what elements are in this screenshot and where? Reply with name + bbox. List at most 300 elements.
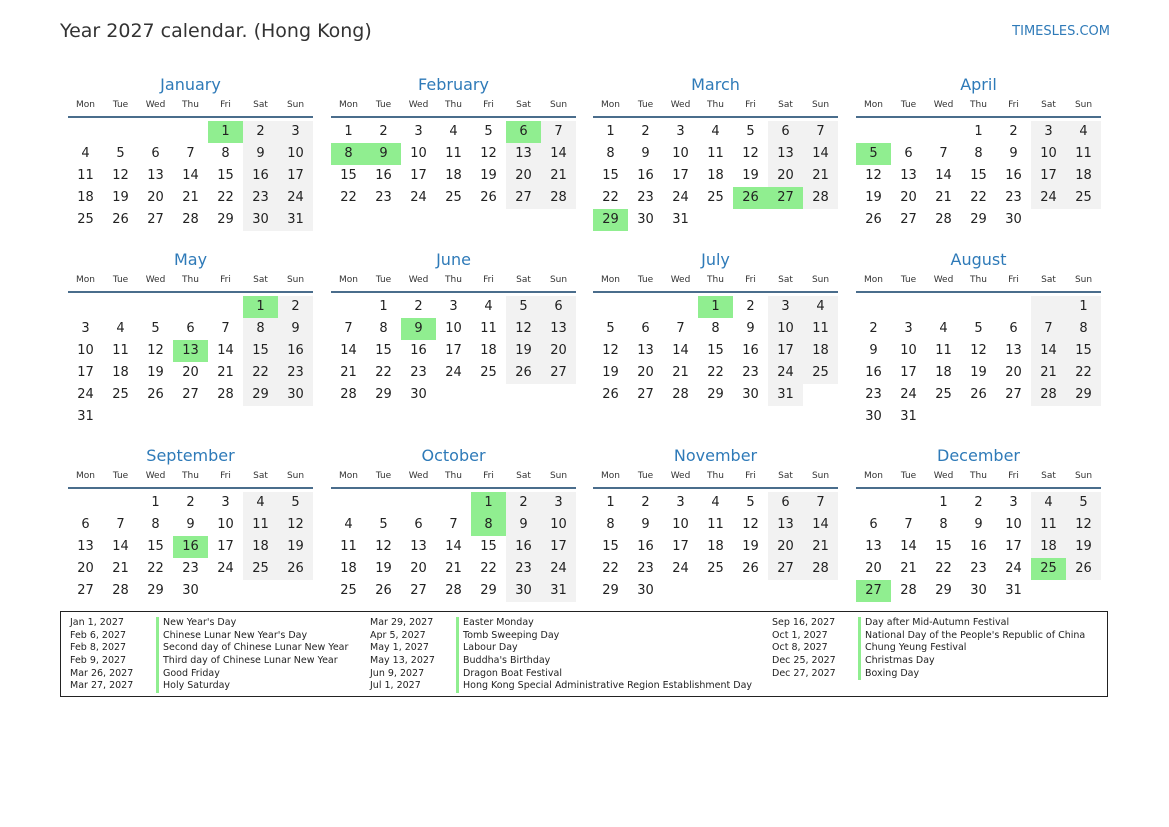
day-cell: 27	[410, 583, 427, 598]
day-cell: 27	[541, 362, 576, 384]
day-cell: 20	[410, 561, 427, 576]
day-cell: 10	[900, 343, 917, 358]
day-cell: 19	[375, 561, 392, 576]
holiday-day: 1	[243, 296, 278, 318]
day-cell: 3	[221, 495, 230, 510]
day-cell: 2	[243, 121, 278, 143]
day-cell: 21	[112, 561, 129, 576]
day-cell: 22	[480, 561, 497, 576]
day-cell: 19	[506, 340, 541, 362]
day-cell: 11	[480, 321, 497, 336]
empty-cell	[103, 492, 138, 514]
day-cell: 5	[746, 495, 755, 510]
day-cell: 16	[637, 539, 654, 554]
empty-cell	[68, 492, 103, 514]
day-cell: 15	[602, 168, 619, 183]
day-cell: 30	[182, 583, 199, 598]
weekday-label: Sun	[286, 275, 305, 285]
weekday-label: Sun	[286, 100, 305, 110]
day-cell: 17	[672, 168, 689, 183]
weekday-label: Wed	[670, 275, 691, 285]
holiday-date: Feb 9, 2027	[70, 655, 127, 667]
weekday-label: Thu	[182, 100, 199, 110]
weekday-label: Wed	[408, 100, 429, 110]
day-cell: 24	[900, 387, 917, 402]
day-cell: 2	[641, 124, 650, 139]
day-cell: 24	[445, 365, 462, 380]
day-cell: 26	[506, 362, 541, 384]
weekday-label: Sat	[778, 100, 793, 110]
holiday-day: 27	[856, 580, 891, 602]
weekday-label: Sun	[549, 471, 568, 481]
holiday-legend	[60, 611, 1108, 697]
day-cell: 4	[803, 296, 838, 318]
weekday-label: Sat	[778, 275, 793, 285]
day-cell: 11	[707, 517, 724, 532]
holiday-date: Sep 16, 2027	[772, 617, 836, 628]
holiday-name: Chinese Lunar New Year's Day	[156, 630, 307, 643]
weekday-label: Thu	[182, 471, 199, 481]
day-cell: 23	[637, 190, 654, 205]
day-cell: 11	[803, 318, 838, 340]
holiday-date: Feb 8, 2027	[70, 642, 127, 654]
weekday-label: Thu	[445, 471, 462, 481]
day-cell: 10	[1031, 143, 1066, 165]
day-cell: 14	[935, 168, 952, 183]
day-cell: 11	[112, 343, 129, 358]
day-cell: 12	[480, 146, 497, 161]
holiday-date: Oct 1, 2027	[772, 629, 828, 641]
empty-cell	[366, 492, 401, 514]
day-cell: 25	[445, 190, 462, 205]
month-january	[68, 73, 313, 231]
day-cell: 12	[147, 343, 164, 358]
day-cell: 20	[147, 190, 164, 205]
day-cell: 25	[77, 212, 94, 227]
day-cell: 4	[711, 124, 720, 139]
site-link[interactable]: TIMESLES.COM	[1012, 24, 1110, 39]
empty-cell	[891, 121, 926, 143]
month-july	[593, 248, 838, 406]
weekday-label: Fri	[220, 100, 231, 110]
weekday-label: Mon	[864, 275, 883, 285]
month-february	[331, 73, 576, 209]
empty-cell	[173, 121, 208, 143]
day-cell: 23	[506, 558, 541, 580]
day-cell: 27	[506, 187, 541, 209]
day-cell: 20	[900, 190, 917, 205]
day-grid	[331, 492, 576, 602]
day-cell: 31	[541, 580, 576, 602]
day-cell: 23	[243, 187, 278, 209]
day-cell: 27	[900, 212, 917, 227]
day-cell: 8	[151, 517, 160, 532]
day-cell: 6	[541, 296, 576, 318]
day-cell: 3	[904, 321, 913, 336]
day-cell: 8	[711, 321, 720, 336]
holiday-name: Third day of Chinese Lunar New Year	[156, 655, 338, 668]
day-cell: 13	[865, 539, 882, 554]
day-cell: 9	[869, 343, 878, 358]
holiday-day: 1	[471, 492, 506, 514]
day-cell: 24	[672, 190, 689, 205]
day-cell: 18	[112, 365, 129, 380]
day-cell: 31	[672, 212, 689, 227]
weekday-label: Mon	[339, 471, 358, 481]
day-cell: 16	[506, 536, 541, 558]
day-cell: 29	[147, 583, 164, 598]
weekday-label: Mon	[76, 100, 95, 110]
weekday-header	[331, 97, 576, 118]
day-cell: 10	[445, 321, 462, 336]
month-october	[331, 444, 576, 602]
day-cell: 19	[147, 365, 164, 380]
day-cell: 22	[935, 561, 952, 576]
day-cell: 30	[637, 212, 654, 227]
holiday-date: Jan 1, 2027	[70, 617, 124, 628]
weekday-label: Thu	[970, 100, 987, 110]
day-cell: 4	[484, 299, 493, 314]
weekday-label: Thu	[445, 275, 462, 285]
day-cell: 5	[746, 124, 755, 139]
empty-cell	[593, 296, 628, 318]
holiday-name: Chung Yeung Festival	[858, 642, 966, 655]
day-cell: 5	[278, 492, 313, 514]
day-cell: 10	[672, 517, 689, 532]
day-cell: 16	[375, 168, 392, 183]
day-cell: 3	[1031, 121, 1066, 143]
weekday-label: Fri	[745, 275, 756, 285]
weekday-label: Fri	[220, 471, 231, 481]
holiday-date: Dec 27, 2027	[772, 667, 836, 679]
day-cell: 15	[147, 539, 164, 554]
day-cell: 6	[414, 517, 423, 532]
weekday-label: Wed	[933, 275, 954, 285]
day-cell: 15	[602, 539, 619, 554]
day-cell: 18	[340, 561, 357, 576]
day-cell: 21	[672, 365, 689, 380]
holiday-day: 1	[698, 296, 733, 318]
empty-cell	[891, 492, 926, 514]
day-cell: 3	[414, 124, 423, 139]
day-cell: 22	[1066, 362, 1101, 384]
day-cell: 27	[637, 387, 654, 402]
weekday-label: Tue	[900, 471, 917, 481]
holiday-name: Day after Mid-Autumn Festival	[858, 617, 1009, 630]
day-cell: 20	[506, 165, 541, 187]
day-cell: 2	[974, 495, 983, 510]
day-cell: 15	[970, 168, 987, 183]
day-cell: 6	[81, 517, 90, 532]
day-cell: 12	[602, 343, 619, 358]
holiday-name: National Day of the People's Republic of China	[858, 630, 1085, 643]
empty-cell	[68, 296, 103, 318]
weekday-label: Sun	[1074, 100, 1093, 110]
day-cell: 15	[340, 168, 357, 183]
holiday-name: Boxing Day	[858, 668, 919, 681]
day-cell: 13	[900, 168, 917, 183]
day-cell: 25	[243, 558, 278, 580]
day-cell: 25	[480, 365, 497, 380]
day-cell: 21	[340, 365, 357, 380]
day-cell: 19	[742, 168, 759, 183]
legend-row	[370, 642, 752, 655]
day-cell: 28	[445, 583, 462, 598]
day-cell: 23	[375, 190, 392, 205]
day-cell: 5	[116, 146, 125, 161]
month-name: April	[960, 75, 997, 94]
day-cell: 13	[541, 318, 576, 340]
legend-row	[70, 680, 348, 693]
day-cell: 18	[935, 365, 952, 380]
weekday-label: Sat	[1041, 471, 1056, 481]
day-cell: 7	[541, 121, 576, 143]
day-cell: 30	[278, 384, 313, 406]
day-cell: 18	[243, 536, 278, 558]
weekday-header	[856, 272, 1101, 293]
weekday-label: Sat	[253, 275, 268, 285]
weekday-label: Sun	[811, 471, 830, 481]
day-cell: 11	[935, 343, 952, 358]
holiday-date: May 1, 2027	[370, 642, 429, 654]
day-cell: 18	[707, 539, 724, 554]
day-grid	[331, 296, 576, 406]
holiday-name: Labour Day	[456, 642, 518, 655]
day-cell: 1	[1066, 296, 1101, 318]
day-cell: 1	[939, 495, 948, 510]
day-cell: 26	[278, 558, 313, 580]
holiday-date: Oct 8, 2027	[772, 642, 828, 654]
day-cell: 17	[1031, 165, 1066, 187]
day-cell: 21	[900, 561, 917, 576]
day-cell: 5	[974, 321, 983, 336]
weekday-label: Fri	[220, 275, 231, 285]
holiday-date: Feb 6, 2027	[70, 629, 127, 641]
day-cell: 3	[676, 495, 685, 510]
day-cell: 1	[344, 124, 353, 139]
month-name: August	[950, 250, 1007, 269]
day-cell: 29	[375, 387, 392, 402]
day-cell: 2	[869, 321, 878, 336]
weekday-label: Wed	[933, 100, 954, 110]
legend-row	[370, 680, 752, 693]
day-cell: 19	[1066, 536, 1101, 558]
day-cell: 15	[1066, 340, 1101, 362]
month-december	[856, 444, 1101, 602]
day-cell: 7	[221, 321, 230, 336]
day-cell: 25	[112, 387, 129, 402]
day-cell: 14	[900, 539, 917, 554]
day-cell: 17	[768, 340, 803, 362]
day-cell: 4	[711, 495, 720, 510]
weekday-label: Fri	[745, 471, 756, 481]
holiday-name: Easter Monday	[456, 617, 534, 630]
day-cell: 12	[112, 168, 129, 183]
holiday-day: 13	[173, 340, 208, 362]
day-cell: 28	[803, 187, 838, 209]
day-cell: 26	[112, 212, 129, 227]
weekday-header	[68, 97, 313, 118]
day-cell: 8	[606, 517, 615, 532]
weekday-label: Sat	[516, 471, 531, 481]
day-cell: 7	[1031, 318, 1066, 340]
legend-row	[70, 617, 348, 630]
day-grid	[593, 492, 838, 602]
day-cell: 21	[803, 165, 838, 187]
day-cell: 18	[707, 168, 724, 183]
day-cell: 7	[803, 121, 838, 143]
day-cell: 9	[1009, 146, 1018, 161]
day-cell: 10	[410, 146, 427, 161]
day-cell: 17	[217, 539, 234, 554]
weekday-label: Tue	[637, 275, 654, 285]
weekday-label: Sun	[811, 275, 830, 285]
weekday-label: Sun	[1074, 275, 1093, 285]
holiday-name: Tomb Sweeping Day	[456, 630, 559, 643]
day-cell: 7	[449, 517, 458, 532]
day-cell: 30	[410, 387, 427, 402]
empty-cell	[173, 296, 208, 318]
weekday-label: Fri	[483, 275, 494, 285]
day-cell: 12	[865, 168, 882, 183]
month-name: January	[160, 75, 221, 94]
day-cell: 20	[637, 365, 654, 380]
day-cell: 27	[77, 583, 94, 598]
weekday-label: Tue	[112, 100, 129, 110]
day-cell: 18	[1031, 536, 1066, 558]
holiday-day: 29	[593, 209, 628, 231]
day-cell: 4	[449, 124, 458, 139]
month-name: March	[691, 75, 740, 94]
day-cell: 11	[445, 146, 462, 161]
legend-row	[772, 617, 1085, 630]
weekday-label: Fri	[1008, 471, 1019, 481]
day-cell: 26	[602, 387, 619, 402]
holiday-day: 16	[173, 536, 208, 558]
day-cell: 25	[707, 561, 724, 576]
day-cell: 13	[410, 539, 427, 554]
day-cell: 13	[147, 168, 164, 183]
day-cell: 4	[116, 321, 125, 336]
day-cell: 26	[375, 583, 392, 598]
empty-cell	[961, 296, 996, 318]
weekday-label: Thu	[970, 275, 987, 285]
day-cell: 30	[970, 583, 987, 598]
day-cell: 29	[707, 387, 724, 402]
day-cell: 24	[541, 558, 576, 580]
day-cell: 14	[1031, 340, 1066, 362]
day-cell: 5	[1066, 492, 1101, 514]
day-cell: 20	[768, 536, 803, 558]
legend-row	[772, 642, 1085, 655]
day-cell: 19	[970, 365, 987, 380]
empty-cell	[138, 121, 173, 143]
day-cell: 16	[278, 340, 313, 362]
day-grid	[856, 296, 1101, 428]
day-cell: 2	[746, 299, 755, 314]
day-cell: 17	[900, 365, 917, 380]
day-cell: 20	[768, 165, 803, 187]
holiday-date: Mar 29, 2027	[370, 617, 434, 628]
day-cell: 14	[445, 539, 462, 554]
day-cell: 25	[803, 362, 838, 384]
day-cell: 14	[217, 343, 234, 358]
day-cell: 5	[484, 124, 493, 139]
day-cell: 18	[480, 343, 497, 358]
day-cell: 2	[506, 492, 541, 514]
day-cell: 9	[641, 146, 650, 161]
day-cell: 29	[1066, 384, 1101, 406]
weekday-header	[593, 97, 838, 118]
weekday-label: Sat	[253, 100, 268, 110]
weekday-label: Wed	[670, 471, 691, 481]
empty-cell	[103, 296, 138, 318]
day-cell: 31	[1005, 583, 1022, 598]
day-grid	[331, 121, 576, 209]
day-cell: 26	[970, 387, 987, 402]
weekday-header	[856, 97, 1101, 118]
weekday-header	[331, 272, 576, 293]
day-cell: 6	[151, 146, 160, 161]
day-cell: 28	[340, 387, 357, 402]
day-cell: 7	[803, 492, 838, 514]
legend-row	[70, 630, 348, 643]
empty-cell	[1031, 296, 1066, 318]
day-cell: 29	[970, 212, 987, 227]
day-cell: 9	[243, 143, 278, 165]
day-cell: 10	[278, 143, 313, 165]
day-cell: 3	[278, 121, 313, 143]
day-cell: 28	[672, 387, 689, 402]
day-cell: 18	[77, 190, 94, 205]
weekday-label: Mon	[864, 471, 883, 481]
day-cell: 19	[742, 539, 759, 554]
day-cell: 22	[147, 561, 164, 576]
holiday-day: 27	[768, 187, 803, 209]
month-may	[68, 248, 313, 428]
holiday-name: Hong Kong Special Administrative Region Establishment Day	[456, 680, 752, 693]
weekday-label: Thu	[707, 100, 724, 110]
weekday-header	[593, 468, 838, 489]
legend-row	[370, 655, 752, 668]
day-cell: 21	[541, 165, 576, 187]
day-cell: 5	[379, 517, 388, 532]
holiday-name: New Year's Day	[156, 617, 236, 630]
weekday-label: Sat	[516, 275, 531, 285]
weekday-label: Wed	[408, 471, 429, 481]
day-cell: 27	[182, 387, 199, 402]
day-cell: 5	[506, 296, 541, 318]
weekday-label: Sat	[253, 471, 268, 481]
month-august	[856, 248, 1101, 428]
day-cell: 22	[375, 365, 392, 380]
day-cell: 11	[77, 168, 94, 183]
day-cell: 13	[1005, 343, 1022, 358]
day-grid	[68, 492, 313, 602]
weekday-label: Sun	[286, 471, 305, 481]
holiday-day: 25	[1031, 558, 1066, 580]
day-cell: 20	[865, 561, 882, 576]
day-cell: 22	[602, 561, 619, 576]
day-cell: 12	[278, 514, 313, 536]
day-cell: 21	[445, 561, 462, 576]
day-cell: 4	[81, 146, 90, 161]
day-cell: 10	[672, 146, 689, 161]
month-name: September	[146, 446, 235, 465]
holiday-date: Apr 5, 2027	[370, 629, 426, 641]
day-cell: 29	[935, 583, 952, 598]
weekday-label: Mon	[601, 100, 620, 110]
